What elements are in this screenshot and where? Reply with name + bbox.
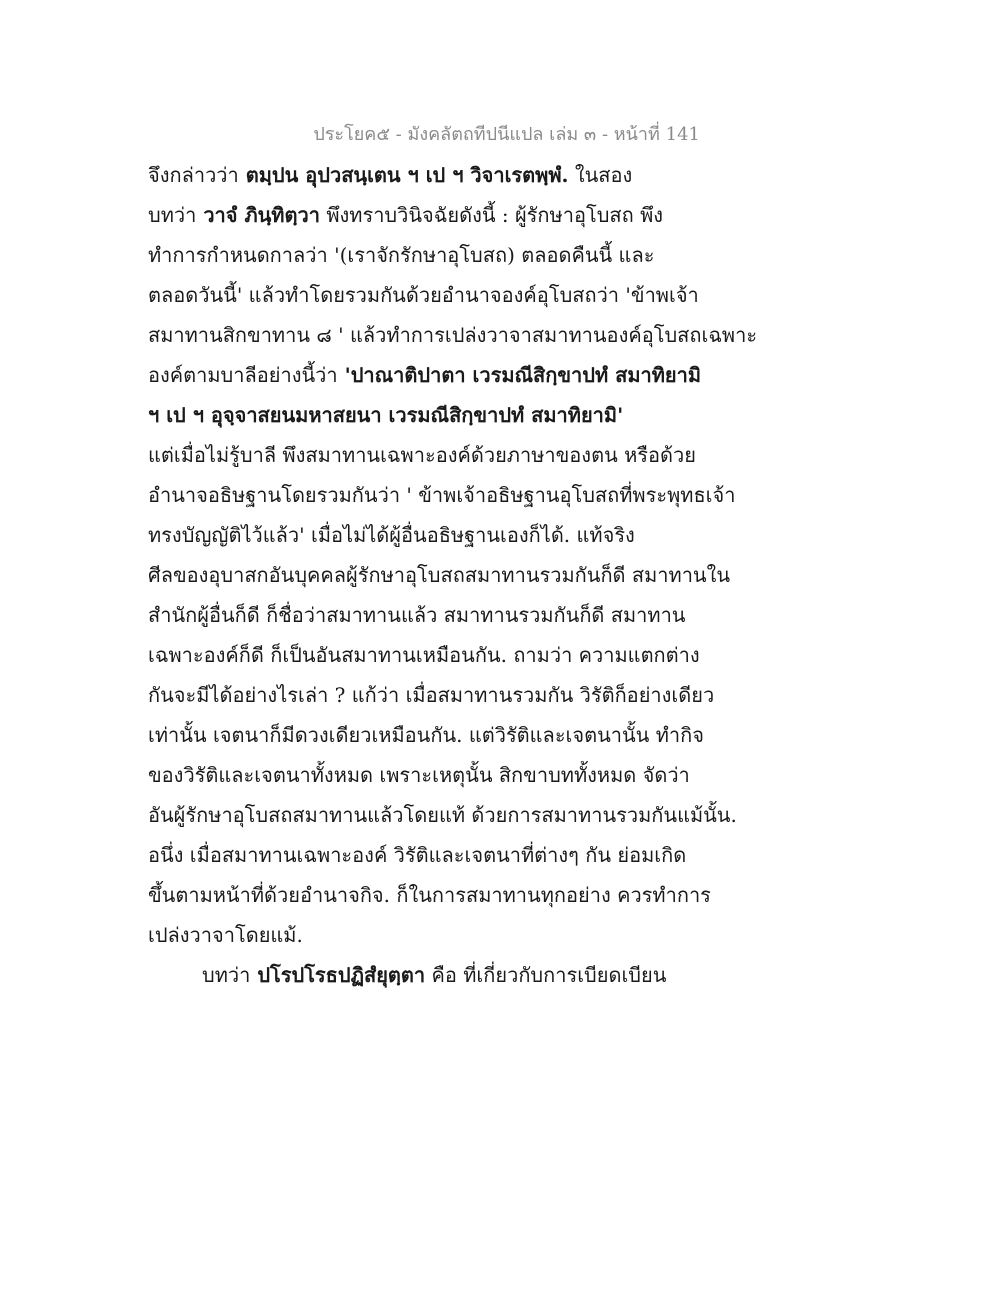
text-line xyxy=(148,438,718,478)
text-segment: บทว่า xyxy=(202,963,251,987)
pali-term: ฯ เป ฯ อุจฺจาสยนมหาสยนา เวรมณีสิกฺขาปทํ สมาทิยามิ' xyxy=(148,403,624,427)
text-segment: ทรงบัญญัติไว้แล้ว' เมื่อไม่ได้ผู้อื่นอธิษฐานเองก็ได้. แท้จริง xyxy=(148,523,635,547)
body-text xyxy=(148,158,758,998)
text-segment: เปล่งวาจาโดยแม้. xyxy=(148,923,303,947)
text-line xyxy=(148,918,718,958)
text-segment: ศีลของอุบาสกอันบุคคลผู้รักษาอุโบสถสมาทานรวมกันก็ดี สมาทานใน xyxy=(148,563,731,587)
text-segment: กันจะมีได้อย่างไรเล่า ? แก้ว่า เมื่อสมาทานรวมกัน วิรัติก็อย่างเดียว xyxy=(148,683,715,707)
text-line xyxy=(148,878,718,918)
text-line xyxy=(148,278,718,318)
text-line xyxy=(148,318,758,358)
text-segment: องค์ตามบาลีอย่างนี้ว่า xyxy=(148,363,338,387)
text-segment: เฉพาะองค์ก็ดี ก็เป็นอันสมาทานเหมือนกัน. ถามว่า ความแตกต่าง xyxy=(148,643,700,667)
pali-term: ตมฺปน อุปวสนฺเตน ฯ เป ฯ วิจาเรตพฺพํ. xyxy=(245,163,569,187)
text-line xyxy=(148,838,718,878)
running-header: ประโยค๕ - มังคลัตถทีปนีแปล เล่ม ๓ - หน้าที่ 141 xyxy=(313,124,700,145)
text-segment: ในสอง xyxy=(574,163,633,187)
text-line xyxy=(148,398,718,438)
text-segment: อำนาจอธิษฐานโดยรวมกันว่า ' ข้าพเจ้าอธิษฐานอุโบสถที่พระพุทธเจ้า xyxy=(148,483,736,507)
text-segment: บทว่า xyxy=(148,203,197,227)
text-line xyxy=(148,958,718,998)
text-line xyxy=(148,798,737,838)
text-line xyxy=(148,758,718,798)
text-line xyxy=(148,558,731,598)
text-segment: สมาทานสิกขาทาน ๘ ' แล้วทำการเปล่งวาจาสมาทานองค์อุโบสถเฉพาะ xyxy=(148,323,758,347)
text-segment: อนึ่ง เมื่อสมาทานเฉพาะองค์ วิรัติและเจตนาที่ต่างๆ กัน ย่อมเกิด xyxy=(148,843,687,867)
text-segment: จึงกล่าวว่า xyxy=(148,163,239,187)
text-segment: แต่เมื่อไม่รู้บาลี พึงสมาทานเฉพาะองค์ด้วยภาษาของตน หรือด้วย xyxy=(148,443,696,467)
text-segment: พึงทราบวินิจฉัยดังนี้ : ผู้รักษาอุโบสถ พึง xyxy=(326,203,664,227)
pali-term: วาจํ ภินฺทิตฺวา xyxy=(203,203,320,227)
text-segment: สำนักผู้อื่นก็ดี ก็ชื่อว่าสมาทานแล้ว สมาทานรวมกันก็ดี สมาทาน xyxy=(148,603,686,627)
text-segment: ขึ้นตามหน้าที่ด้วยอำนาจกิจ. ก็ในการสมาทานทุกอย่าง ควรทำการ xyxy=(148,883,711,907)
text-line xyxy=(148,238,718,278)
text-line xyxy=(148,358,718,398)
text-line xyxy=(148,638,718,678)
text-line xyxy=(148,518,718,558)
text-segment: อันผู้รักษาอุโบสถสมาทานแล้วโดยแท้ ด้วยการสมาทานรวมกันแม้นั้น. xyxy=(148,803,737,827)
text-line xyxy=(148,158,718,198)
pali-term: ปโรปโรธปฏิสํยุตฺตา xyxy=(257,963,426,987)
text-segment: ของวิรัติและเจตนาทั้งหมด เพราะเหตุนั้น สิกขาบททั้งหมด จัดว่า xyxy=(148,763,690,787)
text-line xyxy=(148,678,718,718)
text-line xyxy=(148,198,718,238)
text-segment: เท่านั้น เจตนาก็มีดวงเดียวเหมือนกัน. แต่วิรัติและเจตนานั้น ทำกิจ xyxy=(148,723,704,747)
text-segment: คือ ที่เกี่ยวกับการเบียดเบียน xyxy=(431,963,667,987)
text-line xyxy=(148,598,718,638)
text-line xyxy=(148,718,718,758)
text-segment: ทำการกำหนดกาลว่า '(เราจักรักษาอุโบสถ) ตลอดคืนนี้ และ xyxy=(148,243,655,267)
text-line xyxy=(148,478,736,518)
text-segment: ตลอดวันนี้' แล้วทำโดยรวมกันด้วยอำนาจองค์อุโบสถว่า 'ข้าพเจ้า xyxy=(148,283,699,307)
pali-term: 'ปาณาติปาตา เวรมณีสิกฺขาปทํ สมาทิยามิ xyxy=(344,363,702,387)
